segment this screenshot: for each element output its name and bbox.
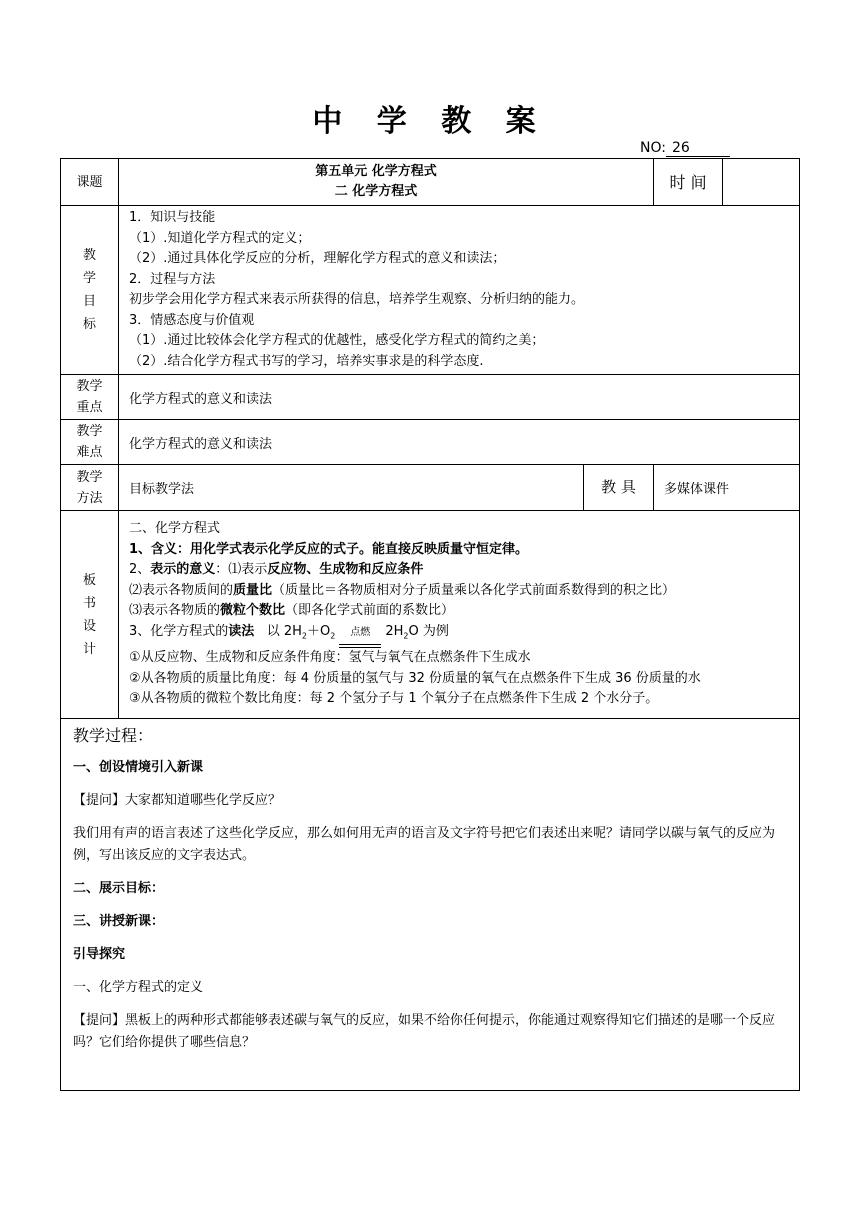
reaction-condition: 点燃	[350, 626, 371, 638]
difficulty-row	[61, 420, 800, 465]
double-line	[339, 644, 381, 648]
board-line	[129, 601, 789, 622]
board-label-char: 书	[82, 595, 96, 611]
board-label	[61, 511, 119, 719]
goal-line: （2）.结合化学方程式书写的学习，培养实事求是的科学态度.	[129, 353, 484, 369]
paragraph-text: 我们用有声的语言表述了这些化学反应，那么如何用无声的语言及文字符号把它们表述出来呢？请同学以碳与氧气的反应为例，写出该反应的文字表达式。	[73, 826, 776, 863]
method-row	[61, 465, 800, 511]
board-label-char: 板	[82, 572, 96, 588]
question-text: 【提问】大家都知道哪些化学反应？	[73, 793, 282, 808]
board-line: ③从各物质的微粒个数比角度：每 2 个氢分子与 1 个氧分子在点燃条件下生成 2 个水分子。	[129, 691, 659, 707]
goal-line: 3．情感态度与价值观	[129, 312, 255, 328]
tools-text: 多媒体课件	[654, 465, 800, 511]
section-heading: 引导探究	[73, 947, 126, 962]
board-label-char: 设	[82, 618, 96, 634]
time-value	[723, 159, 799, 205]
board-text: 2、	[129, 562, 151, 578]
board-line: 二、化学方程式	[129, 521, 221, 537]
page-title: 中 学 教 案	[312, 104, 548, 139]
board-text: ⑶表示各物质的	[129, 603, 221, 619]
goals-row	[61, 206, 800, 375]
process-row	[61, 719, 800, 1091]
goal-line: （1）.通过比较体会化学方程式的优越性，感受化学方程式的简约之美；	[129, 333, 545, 348]
board-line: ②从各物质的质量比角度：每 4 份质量的氢气与 32 份质量的氧气在点燃条件下生成 36 份质量的水	[129, 670, 701, 686]
time-cell	[654, 159, 800, 206]
goals-label-char: 目	[82, 294, 96, 309]
question-text: 【提问】黑板上的两种形式都能够表述碳与氧气的反应，如果不给你任何提示，你能通过观察得知它们描述的是哪一个反应吗？它们给你提供了哪些信息？	[73, 1013, 776, 1050]
board-line: ①从反应物、生成物和反应条件角度：氢气与氧气在点燃条件下生成水	[129, 650, 531, 666]
board-line: 1、含义：用化学式表示化学反应的式子。能直接反映质量守恒定律。	[129, 541, 529, 557]
equation-text: ＋O	[306, 623, 331, 639]
key-point-text: 化学方程式的意义和读法	[119, 375, 800, 420]
board-text-bold: 质量比	[233, 582, 273, 598]
key-point-row	[61, 375, 800, 420]
topic-label: 课题	[61, 159, 119, 206]
difficulty-label	[61, 420, 119, 465]
equation-subscript: 2	[403, 631, 409, 641]
equation-subscript: 2	[301, 631, 307, 641]
equation-subscript: 2	[330, 631, 336, 641]
board-label-char: 计	[82, 641, 96, 657]
board-text-bold: 表示的意义	[150, 562, 216, 578]
goals-content	[119, 206, 800, 375]
key-point-label	[61, 375, 119, 420]
goal-line: 2．过程与方法	[129, 271, 216, 287]
reaction-arrow	[339, 623, 381, 649]
number-label: NO:	[640, 140, 666, 156]
board-row	[61, 511, 800, 719]
difficulty-text: 化学方程式的意义和读法	[119, 420, 800, 465]
board-text-bold: 反应物、生成物和反应条件	[267, 562, 424, 578]
goal-line: （2）.通过具体化学反应的分析，理解化学方程式的意义和读法；	[129, 251, 506, 266]
board-text: 3、化学方程式的	[129, 623, 229, 639]
section-heading: 一、化学方程式的定义	[73, 980, 204, 995]
method-label	[61, 465, 119, 511]
topic-cell	[119, 159, 654, 206]
lesson-plan-table	[60, 158, 800, 1091]
process-content	[61, 719, 800, 1091]
section-heading: 一、创设情境引入新课	[73, 760, 204, 775]
lesson-title: 二 化学方程式	[334, 184, 418, 199]
goals-label	[61, 206, 119, 375]
equation-text: O 为例	[408, 623, 449, 639]
difficulty-label-line: 教学	[76, 424, 103, 439]
time-label: 时 间	[654, 159, 723, 205]
board-text: （质量比＝各物质相对分子质量乘以各化学式前面系数得到的积之比）	[272, 582, 676, 598]
board-text: ：⑴表示	[215, 562, 268, 578]
section-heading: 三、讲授新课：	[73, 914, 165, 929]
method-text: 目标教学法	[119, 465, 584, 511]
process-heading: 教学过程：	[73, 726, 154, 745]
goals-label-char: 标	[82, 317, 96, 332]
key-point-label-line: 教学	[76, 379, 103, 394]
method-label-line: 教学	[76, 469, 103, 485]
document-number	[640, 140, 730, 157]
section-heading: 二、展示目标：	[73, 881, 165, 896]
tools-label: 教 具	[584, 465, 654, 511]
board-equation-line	[129, 622, 789, 649]
number-value: 26	[666, 140, 730, 157]
unit-title: 第五单元 化学方程式	[315, 164, 437, 179]
topic-row	[61, 159, 800, 206]
goal-line: （1）.知道化学方程式的定义；	[129, 230, 311, 246]
method-label-line: 方法	[76, 490, 103, 506]
goal-line: 初步学会用化学方程式来表示所获得的信息，培养学生观察、分析归纳的能力。	[129, 292, 585, 307]
board-content	[119, 511, 800, 719]
board-text-bold: 读法	[228, 623, 255, 639]
board-text-bold: 微粒个数比	[220, 603, 286, 619]
key-point-label-line: 重点	[76, 400, 103, 415]
equation-text: 2H	[385, 623, 404, 639]
difficulty-label-line: 难点	[76, 445, 103, 460]
equation-text: 以 2H	[266, 623, 302, 639]
board-text: ⑵表示各物质间的	[129, 582, 234, 598]
goal-line: 1．知识与技能	[129, 210, 216, 225]
board-text: （即各化学式前面的系数比）	[285, 603, 455, 619]
board-line	[129, 581, 789, 602]
goals-label-char: 教	[82, 248, 96, 263]
goals-label-char: 学	[82, 271, 96, 286]
board-line	[129, 560, 789, 581]
